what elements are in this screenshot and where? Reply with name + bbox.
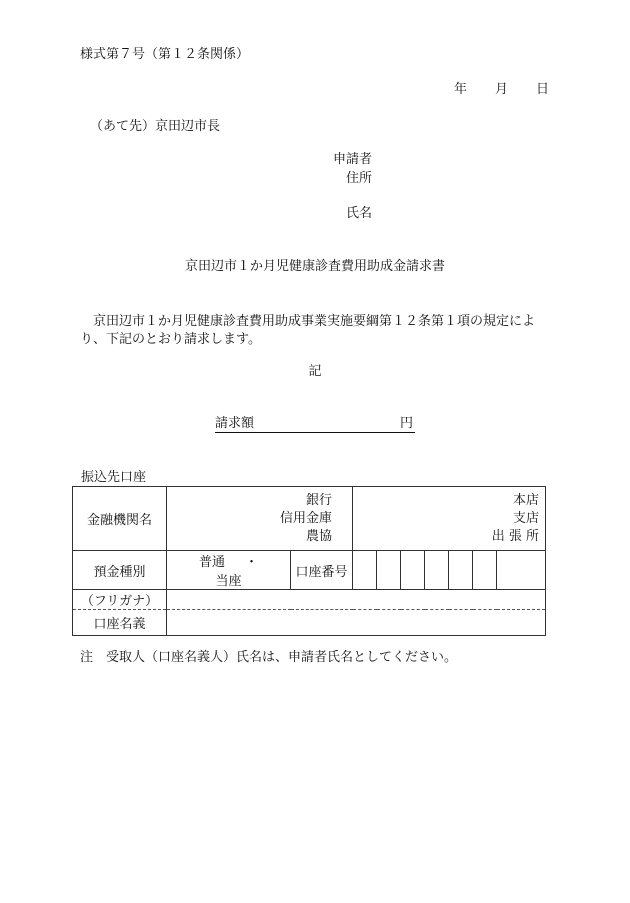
date-line (454, 82, 549, 98)
form-number: 様式第７号（第１２条関係） (80, 47, 250, 62)
account-digit-box[interactable] (497, 551, 546, 590)
branch-type-office: 出 張 所 (491, 528, 540, 544)
deposit-separator: ・ (245, 555, 259, 570)
branch-name-cell[interactable] (353, 487, 546, 551)
bank-account-table (72, 486, 546, 636)
date-day: 日 (535, 82, 549, 97)
institution-label: 金融機関名 (73, 487, 167, 551)
bank-account-caption: 振込先口座 (81, 470, 147, 485)
request-amount-field[interactable] (215, 416, 415, 433)
ki-heading: 記 (308, 364, 322, 379)
account-digit-box[interactable] (401, 551, 425, 590)
applicant-address-label: 住所 (346, 171, 373, 186)
amount-label: 請求額 (215, 416, 255, 431)
account-digit-box[interactable] (425, 551, 449, 590)
branch-type-main: 本店 (513, 492, 540, 508)
furigana-label: （フリガナ） (73, 590, 167, 610)
date-month: 月 (494, 82, 508, 97)
note: 注 受取人（口座名義人）氏名は、申請者氏名としてください。 (80, 650, 458, 665)
deposit-type-options[interactable] (167, 551, 291, 590)
furigana-input[interactable] (167, 590, 546, 610)
deposit-type-label: 預金種別 (73, 551, 167, 590)
bank-type-coop: 農協 (306, 528, 333, 544)
account-digit-box[interactable] (449, 551, 473, 590)
deposit-normal: 普通 (198, 555, 225, 570)
bank-type-bank: 銀行 (306, 492, 333, 508)
amount-unit: 円 (399, 416, 413, 431)
account-holder-label: 口座名義 (73, 610, 167, 636)
date-year: 年 (453, 82, 467, 97)
addressee: （あて先）京田辺市長 (90, 119, 221, 134)
account-holder-input[interactable] (167, 610, 546, 636)
account-digit-box[interactable] (377, 551, 401, 590)
body-text: 京田辺市１か月児健康診査費用助成事業実施要綱第１２条第１項の規定により、下記のとおり請求します。 (80, 314, 536, 347)
deposit-current: 当座 (215, 574, 242, 589)
applicant-label: 申請者 (333, 152, 373, 167)
account-digit-box[interactable] (353, 551, 377, 590)
document-title: 京田辺市１か月児健康診査費用助成金請求書 (184, 259, 445, 274)
applicant-name-label: 氏名 (346, 206, 373, 221)
bank-name-cell[interactable] (167, 487, 353, 551)
bank-type-credit: 信用金庫 (280, 510, 333, 526)
account-number-label: 口座番号 (291, 551, 353, 590)
account-digit-box[interactable] (473, 551, 497, 590)
branch-type-branch: 支店 (513, 510, 540, 526)
